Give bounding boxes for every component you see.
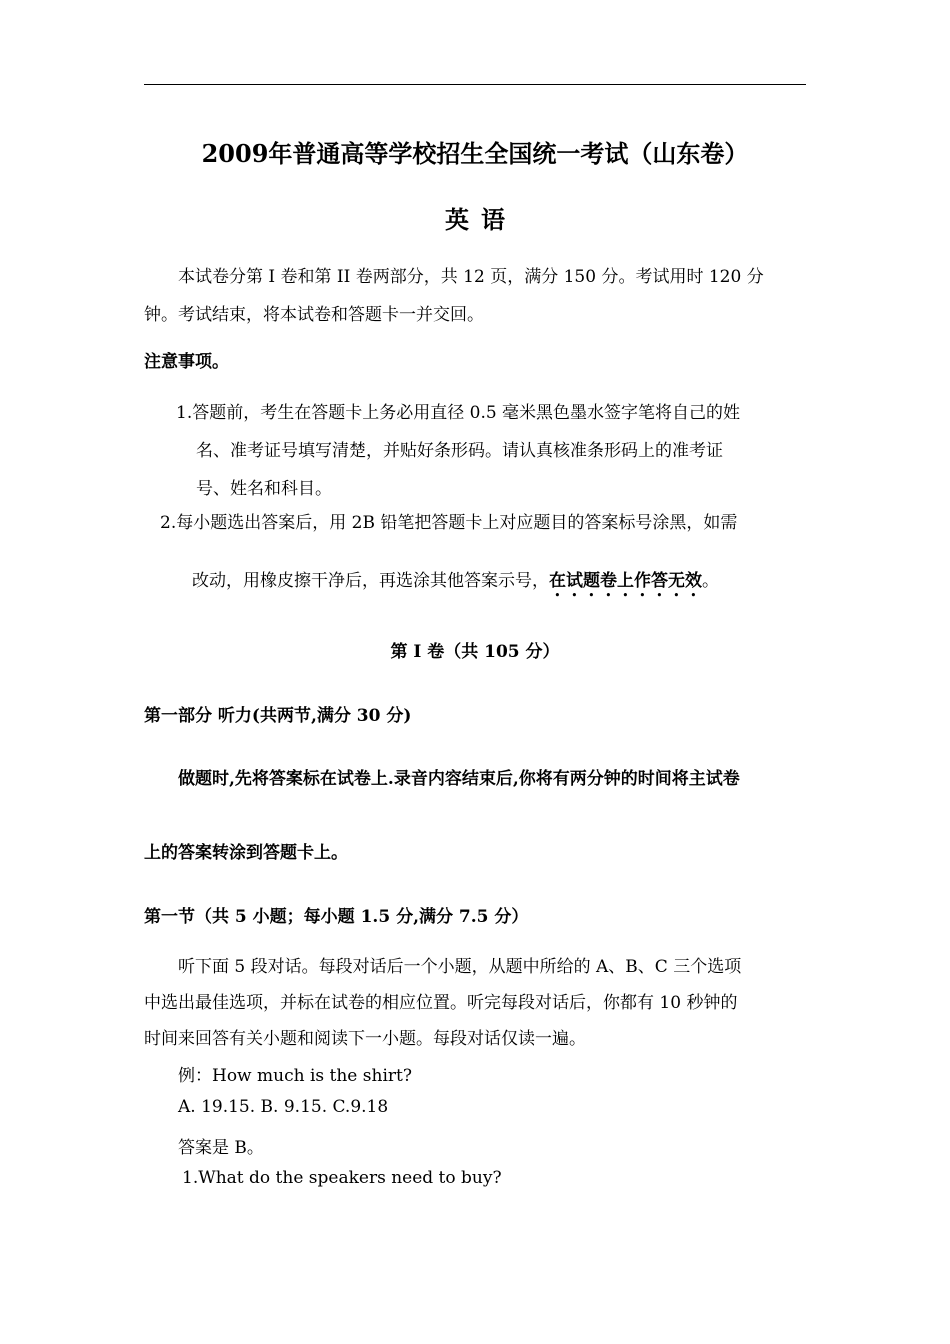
question-1: 1.What do the speakers need to buy? [182, 1168, 502, 1188]
notice-item-2-end: 。 [702, 571, 719, 591]
notice-item-1-line-2: 名、准考证号填写清楚，并贴好条形码。请认真核准条形码上的准考证 [196, 441, 723, 461]
notice-item-2-text: 改动，用橡皮擦干净后，再选涂其他答案示号， [192, 571, 549, 591]
subject-title: 英语 [445, 205, 517, 234]
part-1-instruction-line-2: 上的答案转涂到答题卡上。 [144, 843, 348, 863]
example-question: 例：How much is the shirt? [178, 1066, 412, 1086]
notice-emphasis: 在试题卷上作答无效 [549, 571, 702, 591]
notice-heading: 注意事项。 [144, 352, 229, 372]
notice-item-1-line-3: 号、姓名和科目。 [196, 479, 332, 499]
notice-item-1-line-1: 1.答题前，考生在答题卡上务必用直径 0.5 毫米黑色墨水签字笔将自己的姓 [176, 403, 741, 423]
intro-line-1: 本试卷分第 I 卷和第 II 卷两部分，共 12 页，满分 150 分。考试用时 120 分 [178, 267, 764, 287]
section-1-heading: 第一节（共 5 小题；每小题 1.5 分,满分 7.5 分） [144, 907, 529, 927]
notice-item-2-line-2 [192, 566, 719, 601]
example-answer: 答案是 B。 [178, 1138, 264, 1158]
top-rule [144, 84, 806, 85]
intro-line-2: 钟。考试结束，将本试卷和答题卡一并交回。 [144, 305, 484, 325]
part-1-instruction-line-1: 做题时,先将答案标在试卷上.录音内容结束后,你将有两分钟的时间将主试卷 [178, 769, 740, 789]
section-1-line-3: 时间来回答有关小题和阅读下一小题。每段对话仅读一遍。 [144, 1029, 586, 1049]
example-options: A. 19.15. B. 9.15. C.9.18 [178, 1097, 389, 1117]
section-1-line-2: 中选出最佳选项，并标在试卷的相应位置。听完每段对话后，你都有 10 秒钟的 [144, 993, 738, 1013]
notice-item-2-line-1: 2.每小题选出答案后，用 2B 铅笔把答题卡上对应题目的答案标号涂黑，如需 [160, 513, 738, 533]
exam-title: 2009年普通高等学校招生全国统一考试（山东卷） [201, 139, 749, 168]
volume-1-heading: 第 I 卷（共 105 分） [390, 642, 560, 662]
part-1-heading: 第一部分 听力(共两节,满分 30 分) [144, 706, 412, 726]
section-1-line-1: 听下面 5 段对话。每段对话后一个小题，从题中所给的 A、B、C 三个选项 [178, 957, 742, 977]
